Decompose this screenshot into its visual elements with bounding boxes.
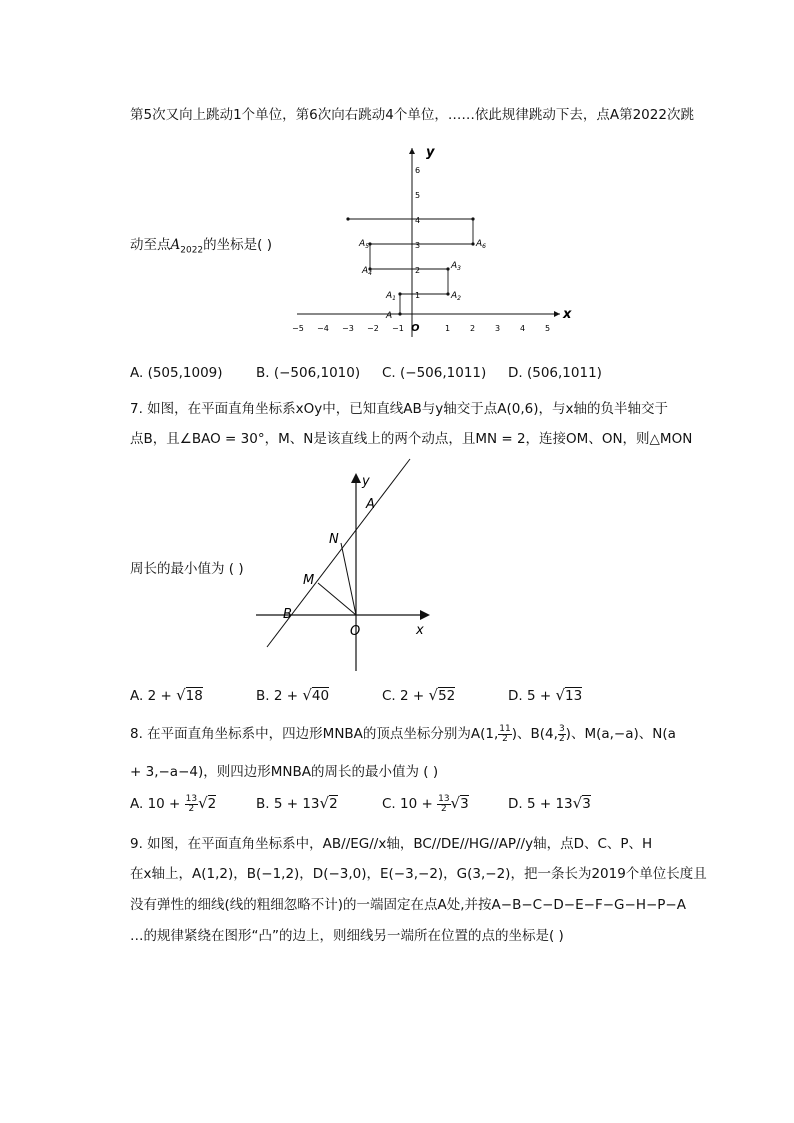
x-tick: −5 [292,324,304,333]
q7-option-a[interactable]: A. 2 + √18 [130,686,203,704]
label-N: N [329,532,339,547]
q7-option-b[interactable]: B. 2 + √40 [256,686,330,704]
point-label-A4: $A_4$ [362,266,372,277]
q9-text-line1: 9. 如图，在平面直角坐标系中，AB//EG//x轴，BC//DE//HG//AP//y轴，点D、C、P、H [130,836,653,852]
q9-text-line3: 没有弹性的细线(线的粗细忽略不计)的一端固定在点A处,并按A−B−C−D−E−F−G−H−P−A [130,897,686,913]
origin-label: O [411,323,420,334]
point-label-A1: $A_1$ [386,291,396,302]
x-tick: 3 [495,324,501,333]
label-O: O [350,624,361,639]
y-arrow [409,148,415,154]
q6-option-b[interactable]: B. (−506,1010) [256,365,361,381]
label-y: y [362,474,370,489]
q6-option-a[interactable]: A. (505,1009) [130,365,223,381]
x-tick: −4 [317,324,329,333]
y-axis-label: y [426,145,435,160]
label-M: M [303,573,315,588]
y-tick: 3 [415,241,421,250]
y-tick: 4 [415,216,421,225]
label-x: x [416,623,424,638]
y-tick: 5 [415,191,421,200]
q9-text-line2: 在x轴上，A(1,2)，B(−1,2)，D(−3,0)，E(−3,−2)，G(3,−2)，把一条长为2019个单位长度且 [130,866,707,882]
x-ticks [292,324,550,333]
x-tick: 2 [470,324,476,333]
label-B: B [283,607,292,622]
q7-text-line2: 点B，且∠BAO = 30°，M、N是该直线上的两个动点，且MN = 2，连接OM、ON，则△MON [130,431,693,447]
point-label-A2: $A_2$ [451,291,461,302]
y-tick: 1 [415,291,421,300]
q6-text-line2: 动至点$A_{2022}$的坐标是( ) [130,237,272,256]
x-tick: 1 [445,324,451,333]
point-label-A: A [386,311,393,321]
y-ticks [415,166,420,300]
y-arrow [351,473,361,483]
q8-option-a[interactable]: A. 10 + $\frac{13}{2}$ √2 [130,793,217,814]
q7-option-c[interactable]: C. 2 + √52 [382,686,456,704]
x-arrow [420,610,430,620]
point-label-A5: $A_5$ [359,239,369,250]
q7-text-line1: 7. 如图，在平面直角坐标系xOy中，已知直线AB与y轴交于点A(0,6)，与x轴的负半轴交于 [130,401,668,417]
x-arrow [554,311,560,317]
q6-option-d[interactable]: D. (506,1011) [508,365,602,381]
y-tick: 2 [415,266,421,275]
q7-option-d[interactable]: D. 5 + √13 [508,686,583,704]
point-label-A6: $A_6$ [476,239,486,250]
q8-text-line2: + 3,−a−4)，则四边形MNBA的周长的最小值为 ( ) [130,764,439,780]
q6-option-c[interactable]: C. (−506,1011) [382,365,487,381]
x-tick: 5 [545,324,551,333]
y-tick: 6 [415,166,421,175]
q6-text-line1: 第5次又向上跳动1个单位，第6次向右跳动4个单位，……依此规律跳动下去，点A第2022次跳 [130,107,694,123]
x-tick: −1 [392,324,404,333]
q7-text-line3: 周长的最小值为 ( ) [130,561,244,577]
q7-graph [250,455,450,675]
q8-option-b[interactable]: B. 5 + 13√2 [256,794,338,812]
q8-text-line1: 8. 在平面直角坐标系中，四边形MNBA的顶点坐标分别为A(1, $\frac{11}{2}$ )、B(4, $\frac{3}{2}$ )、M(a,−a)、N(a [130,723,676,744]
x-tick: 4 [520,324,526,333]
q6-graph [285,142,585,342]
q8-option-d[interactable]: D. 5 + 13√3 [508,794,591,812]
label-A: A [366,497,375,512]
x-tick: −3 [342,324,354,333]
x-tick: −2 [367,324,379,333]
point-label-A3: $A_3$ [451,261,461,272]
x-axis-label: x [563,307,572,322]
q8-option-c[interactable]: C. 10 + $\frac{13}{2}$ √3 [382,793,469,814]
q9-text-line4: …的规律紧绕在图形“凸”的边上，则细线另一端所在位置的点的坐标是( ) [130,928,564,944]
